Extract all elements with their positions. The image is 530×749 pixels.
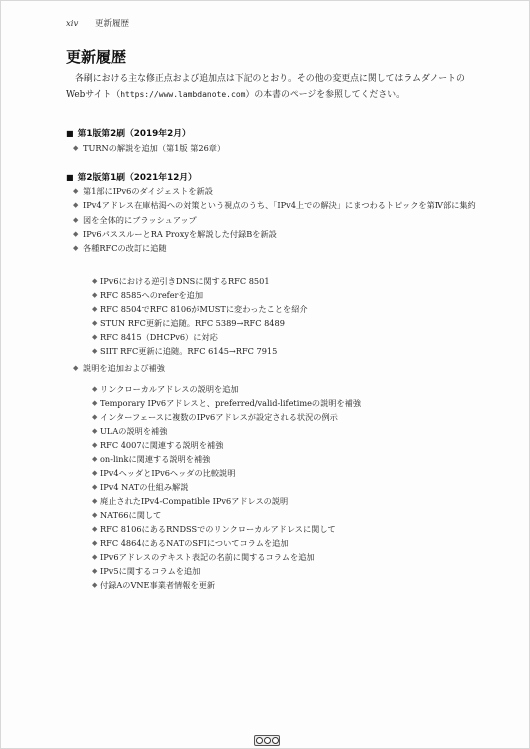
- list-item: ◆ TURNの解説を追加（第1版 第26章）: [66, 141, 476, 155]
- bullet-icon: ◆: [92, 277, 98, 285]
- list-item: ◆ インターフェースに複数のIPv6アドレスが設定される状況の例示: [92, 412, 338, 422]
- list-item: ◆ IPv5に関するコラムを追加: [92, 566, 201, 576]
- list-item: ◆ Temporary IPv6アドレスと、preferred/valid-lifetimeの説明を補強: [92, 398, 362, 408]
- list-item: ◆ on-linkに関連する説明を補強: [92, 454, 211, 464]
- rfc-sublist: [92, 274, 472, 358]
- bullet-icon: ◆: [73, 187, 79, 195]
- list-2021-explanations: [66, 361, 476, 375]
- bullet-icon: ◆: [92, 399, 98, 407]
- list-item: ◆ IPv4ヘッダとIPv6ヘッダの比較説明: [92, 468, 236, 478]
- bullet-icon: ◆: [92, 497, 98, 505]
- intro-paragraph: [66, 72, 468, 103]
- bullet-icon: ◆: [73, 215, 79, 224]
- bullet-icon: ◆: [73, 201, 79, 210]
- list-item: ◆ IPv6における逆引きDNSに関するRFC 8501: [92, 276, 270, 286]
- bullet-icon: ◆: [73, 244, 79, 253]
- list-item: ◆ RFC 8415（DHCPv6）に対応: [92, 332, 218, 342]
- square-bullet-icon: ■: [66, 129, 74, 138]
- list-item: ◆ IPv6パススルーとRA Proxyを解説した付録Bを新設: [66, 227, 476, 241]
- list-item: ◆ RFC 8585へのreferを追加: [92, 290, 204, 300]
- list-item: ◆ RFC 4864にあるNATのSFIについてコラムを追加: [92, 538, 289, 548]
- list-item: ◆ IPv4 NATの仕組み解説: [92, 482, 189, 492]
- bullet-icon: ◆: [92, 525, 98, 533]
- running-head-title: 更新履歴: [95, 19, 130, 29]
- list-item: ◆ ULAの説明を補強: [92, 426, 168, 436]
- list-item: ◆ RFC 8106にあるRNDSSでのリンクローカルアドレスに関して: [92, 524, 336, 534]
- list-item: ◆ 各種RFCの改訂に追随: [66, 241, 476, 255]
- bullet-icon: ◆: [92, 413, 98, 421]
- list-2019: [66, 141, 476, 155]
- list-item: ◆ RFC 4007に関連する説明を補強: [92, 440, 224, 450]
- section-heading-2019: ■ 第1版第2刷（2019年2月）: [66, 129, 191, 139]
- list-item: ◆ IPv6アドレスのテキスト表記の名前に関するコラムを追加: [92, 552, 315, 562]
- bullet-icon: ◆: [92, 455, 98, 463]
- bullet-icon: ◆: [92, 553, 98, 561]
- bullet-icon: ◆: [92, 483, 98, 491]
- list-item: ◆ 付録AのVNE事業者情報を更新: [92, 580, 216, 590]
- bullet-icon: ◆: [73, 144, 79, 152]
- bullet-icon: ◆: [92, 567, 98, 575]
- bullet-icon: ◆: [92, 441, 98, 449]
- intro-text-after: ）の本書のページを参照してください。: [245, 90, 406, 100]
- list-item: ◆ RFC 8504でRFC 8106がMUSTに変わったことを紹介: [92, 304, 308, 314]
- running-head: [66, 17, 129, 29]
- section-heading-2021: ■ 第2版第1刷（2021年12月）: [66, 173, 197, 183]
- bullet-icon: ◆: [73, 229, 79, 238]
- bullet-icon: ◆: [92, 291, 98, 299]
- square-bullet-icon: ■: [66, 173, 74, 182]
- list-item: ◆ SIIT RFC更新に追随。RFC 6145→RFC 7915: [92, 346, 278, 356]
- website-url: https://www.lambdanote.com: [120, 90, 246, 99]
- bullet-icon: ◆: [92, 305, 98, 313]
- list-item: ◆ 第1部にIPv6のダイジェストを新設: [66, 184, 476, 198]
- bullet-icon: ◆: [92, 333, 98, 341]
- bullet-icon: ◆: [92, 469, 98, 477]
- bullet-icon: ◆: [92, 319, 98, 327]
- bullet-icon: ◆: [73, 364, 79, 372]
- list-item: ◆ 図を全体的にブラッシュアップ: [66, 213, 476, 227]
- list-item: ◆ リンクローカルアドレスの説明を追加: [92, 384, 239, 394]
- bullet-icon: ◆: [92, 539, 98, 547]
- bullet-icon: ◆: [92, 385, 98, 393]
- intro-text-before: 各刷における主な修正点および追加点は下記のとおり。その他の変更点に関してはラムダノートのWebサイト（: [66, 74, 465, 100]
- bullet-icon: ◆: [92, 581, 98, 589]
- bullet-icon: ◆: [92, 347, 98, 355]
- bullet-icon: ◆: [92, 427, 98, 435]
- list-2021: [66, 184, 476, 255]
- page-number: xiv: [66, 19, 79, 29]
- list-item: ◆ NAT66に関して: [92, 510, 162, 520]
- list-item: ◆ 廃止されたIPv4-Compatible IPv6アドレスの説明: [92, 496, 289, 506]
- explanation-sublist: [92, 382, 472, 592]
- list-item: ◆ STUN RFC更新に追随。RFC 5389→RFC 8489: [92, 318, 285, 328]
- creative-commons-license-icon: [254, 735, 280, 746]
- list-item: ◆ 説明を追加および補強: [66, 361, 476, 375]
- page-title: 更新履歴: [66, 48, 127, 66]
- list-item: ◆ IPv4アドレス在庫枯渇への対策という視点のうち、「IPv4上での解決」にまつわるトピックを第Ⅳ部に集約: [66, 198, 476, 212]
- bullet-icon: ◆: [92, 511, 98, 519]
